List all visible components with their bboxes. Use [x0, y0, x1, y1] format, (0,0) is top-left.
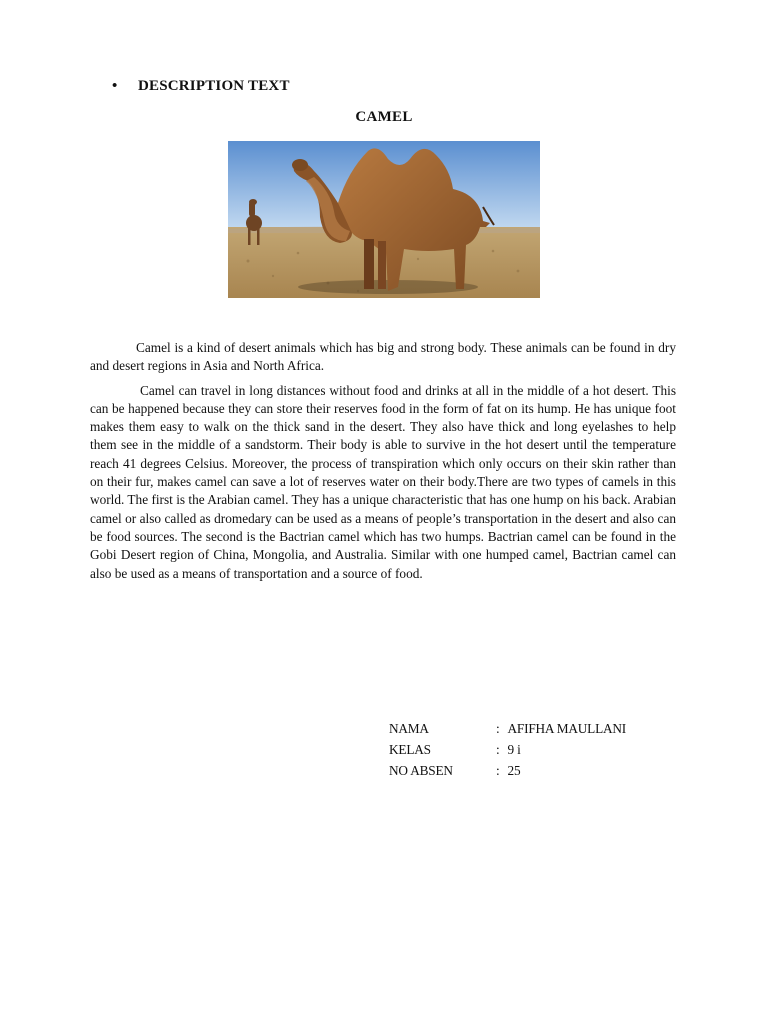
document-title: CAMEL — [355, 109, 413, 125]
paragraph-details: Camel can travel in long distances without food and drinks at all in the middle of a hot desert. This can be happened because they can store their reserves food in the form of fat on its hump. He has unique foot makes them easy to walk on the thick sand in the desert. They also have thick and long eyelashes to help them see in the middle of a sandstorm. Their body is able to survive in the hot desert until the temperature reach 41 degrees Celsius. Moreover, the process of transpiration which only occurs on their skin rather than on their fur, makes camel can save a lot of reserves water on their body.There are two types of camels in this world. The first is the Arabian camel. They has a unique characteristic that has one hump on his back. Arabian camel or also called as dromedary can be used as a means of people’s transportation in the desert and also can be food sources. The second is the Bactrian camel which has two humps. Bactrian camel can be found in the Gobi Desert region of China, Mongolia, and Australia. Similar with one humped camel, Bactrian camel can also be used as a means of transportation and a source of food. — [90, 382, 676, 581]
identity-label: NAMA — [389, 720, 429, 736]
identity-separator: : — [496, 762, 500, 778]
identity-separator: : — [496, 720, 500, 736]
identity-value: AFIFHA MAULLANI — [507, 720, 627, 736]
student-identity — [389, 718, 626, 781]
identity-label: NO ABSEN — [389, 762, 453, 778]
identity-row-no-absen — [389, 760, 626, 781]
body-text — [90, 339, 676, 589]
identity-row-kelas — [389, 739, 626, 760]
bullet-icon: • — [112, 78, 118, 94]
section-heading-label: DESCRIPTION TEXT — [137, 78, 290, 94]
identity-row-nama — [389, 718, 626, 739]
identity-value: 25 — [507, 762, 521, 778]
identity-value: 9 i — [507, 741, 521, 757]
identity-separator: : — [496, 741, 500, 757]
section-heading — [112, 78, 290, 95]
identity-label: KELAS — [389, 741, 431, 757]
paragraph-intro: Camel is a kind of desert animals which has big and strong body. These animals can be found in dry and desert regions in Asia and North Africa. — [90, 340, 676, 374]
camel-photo — [228, 141, 540, 298]
